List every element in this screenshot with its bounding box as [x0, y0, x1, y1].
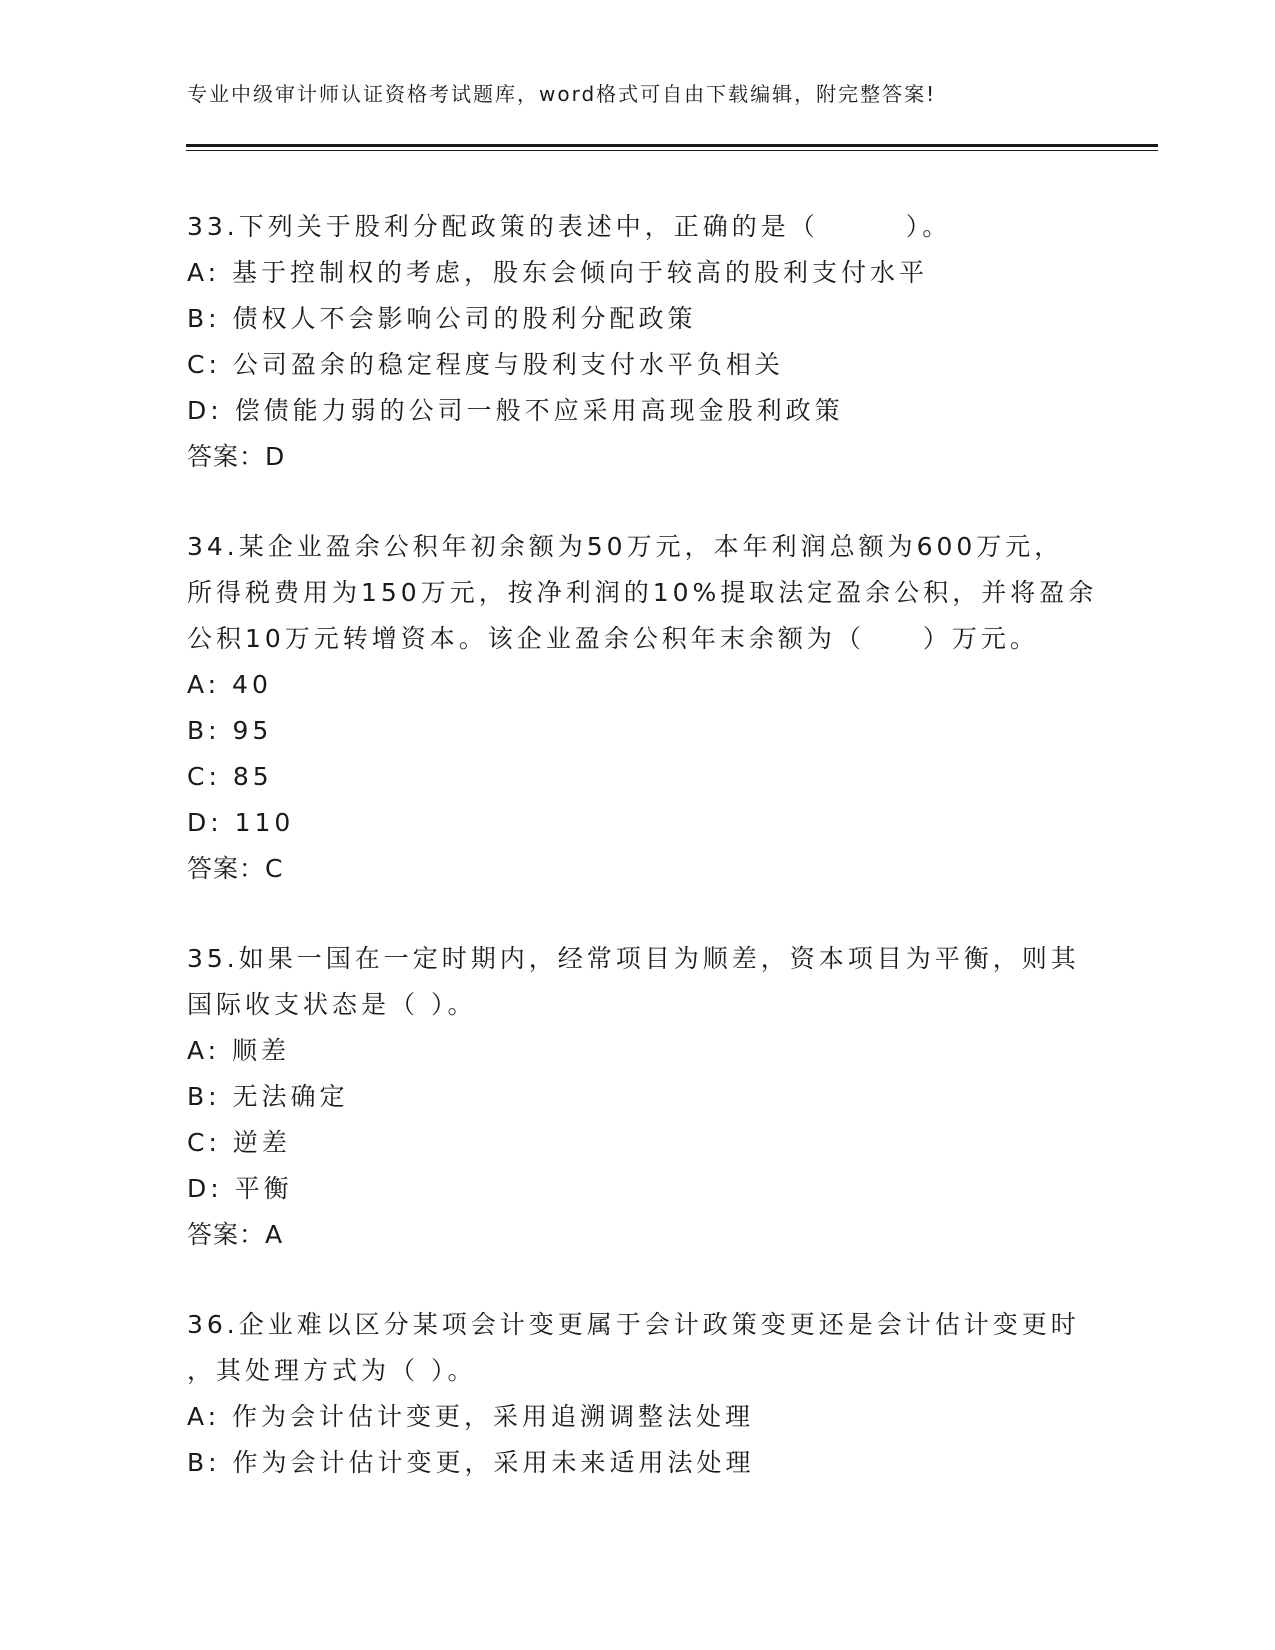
- header-rule: [186, 144, 1158, 151]
- option-c: C: 公司盈余的稳定程度与股利支付水平负相关: [187, 350, 784, 379]
- answer: 答案：D: [187, 442, 286, 471]
- question-stem: 34.某企业盈余公积年初余额为50万元，本年利润总额为600万元，: [187, 532, 1064, 561]
- question-stem: 35.如果一国在一定时期内，经常项目为顺差，资本项目为平衡，则其: [187, 944, 1080, 973]
- option-c: C: 85: [187, 762, 273, 791]
- option-a: A: 顺差: [187, 1036, 291, 1065]
- option-a: A: 基于控制权的考虑，股东会倾向于较高的股利支付水平: [187, 258, 929, 287]
- question-33: [187, 204, 1147, 480]
- question-35: [187, 936, 1147, 1258]
- question-stem: 36.企业难以区分某项会计变更属于会计政策变更还是会计估计变更时: [187, 1310, 1080, 1339]
- question-stem: 公积10万元转增资本。该企业盈余公积年末余额为（ ）万元。: [187, 624, 1039, 653]
- option-b: B: 95: [187, 716, 273, 745]
- question-stem: ，其处理方式为（ ）。: [187, 1356, 477, 1385]
- question-34: [187, 524, 1147, 892]
- question-stem: 33.下列关于股利分配政策的表述中，正确的是（ ）。: [187, 212, 952, 241]
- question-stem: 所得税费用为150万元，按净利润的10%提取法定盈余公积，并将盈余: [187, 578, 1098, 607]
- option-d: D: 平衡: [187, 1174, 293, 1203]
- option-a: A: 40: [187, 670, 272, 699]
- option-b: B: 债权人不会影响公司的股利分配政策: [187, 304, 697, 333]
- option-a: A: 作为会计估计变更，采用追溯调整法处理: [187, 1402, 755, 1431]
- option-b: B: 无法确定: [187, 1082, 349, 1111]
- option-d: D: 110: [187, 808, 295, 837]
- question-stem: 国际收支状态是（ ）。: [187, 990, 477, 1019]
- answer: 答案：A: [187, 1220, 284, 1249]
- option-c: C: 逆差: [187, 1128, 291, 1157]
- page-header: 专业中级审计师认证资格考试题库，word格式可自由下载编辑，附完整答案!: [187, 82, 937, 106]
- question-36: [187, 1302, 1147, 1486]
- option-d: D: 偿债能力弱的公司一般不应采用高现金股利政策: [187, 396, 844, 425]
- option-b: B: 作为会计估计变更，采用未来适用法处理: [187, 1448, 755, 1477]
- answer: 答案：C: [187, 854, 284, 883]
- question-list: [187, 204, 1147, 1530]
